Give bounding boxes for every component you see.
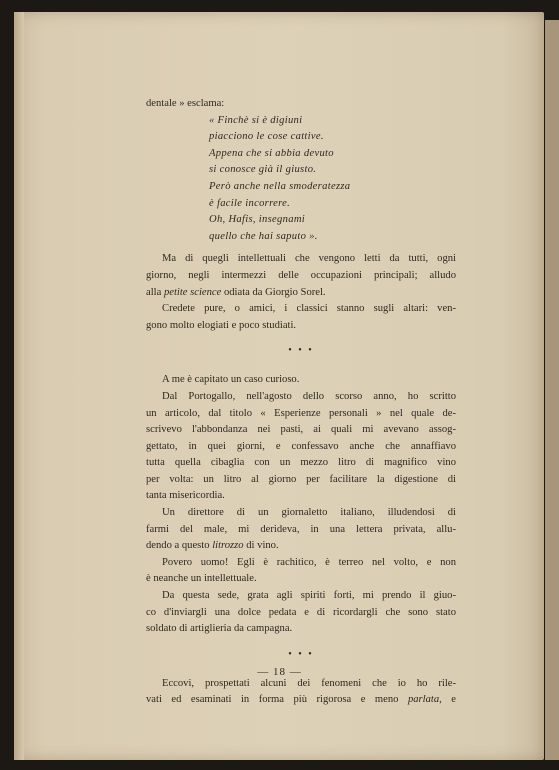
text-line: Dal Portogallo, nell'agosto dello scorso anno, ho scritto xyxy=(162,390,456,402)
poem-line: Però anche nella smoderatezza xyxy=(209,180,351,192)
text-line: Credete pure, o amici, i classici stanno sugli altari: ven- xyxy=(162,303,456,315)
text-line: Ma di quegli intellettuali che vengono letti da tutti, ogni xyxy=(162,253,456,265)
poem-line: Oh, Hafis, insegnami xyxy=(209,214,306,226)
text-line: tanta misericordia. xyxy=(146,490,225,502)
poem-line: quello che hai saputo ». xyxy=(209,230,318,242)
paragraph xyxy=(146,588,456,638)
page-body xyxy=(146,96,456,709)
page-edge xyxy=(545,20,559,760)
section-separator: • • • xyxy=(288,648,314,660)
text-line: gono molto elogiati e poco studiati. xyxy=(146,319,297,331)
text-line: Povero uomo! Egli è rachitico, è terreo nel volto, e non xyxy=(162,556,456,568)
text-line: farmi del male, mi derideva, in una lettera privata, allu- xyxy=(146,523,456,535)
paragraph xyxy=(146,372,456,389)
paragraph xyxy=(146,555,456,588)
paragraph xyxy=(146,676,456,709)
paragraph xyxy=(146,505,456,555)
paragraph xyxy=(146,301,456,334)
text-line: dendo a questo litrozzo di vino. xyxy=(146,540,279,552)
text-line: tutta quella cibaglia con un mezzo litro di magnifico vino xyxy=(146,457,456,469)
text-line: alla petite science odiata da Giorgio Sorel. xyxy=(146,286,326,298)
poem-line: si conosce già il giusto. xyxy=(209,164,317,176)
page-number: — 18 — xyxy=(257,666,302,678)
poem-line: Appena che si abbia devuto xyxy=(209,147,334,159)
text-line: giorno, negli intermezzi delle occupazioni principali; alludo xyxy=(146,269,456,281)
text-line: gettato, in quei giorni, e confessavo anche che annaffiavo xyxy=(146,440,456,452)
text-line: soldato di artiglieria da campagna. xyxy=(146,623,293,635)
text-line: per volta: un litro al giorno per facilitare la digestione di xyxy=(146,473,456,485)
text-line: co d'inviargli una dolce pedata e di ricordargli che sono stato xyxy=(146,606,456,618)
text-line: Da questa sede, grata agli spiriti forti, mi prendo il giuo- xyxy=(162,590,456,602)
text-line: scrivevo l'abbondanza nei pasti, ai quali mi avevano assog- xyxy=(146,424,456,436)
text-line: un articolo, dal titolo « Esperienze personali » nel quale de- xyxy=(146,407,456,419)
paragraph xyxy=(146,251,456,301)
poem-line: piacciono le cose cattive. xyxy=(209,131,324,143)
text-line: è neanche un intellettuale. xyxy=(146,573,257,585)
paragraph xyxy=(146,389,456,505)
poem-line: « Finchè si è digiuni xyxy=(209,114,303,126)
text-line: Un direttore di un giornaletto italiano, illudendosi di xyxy=(162,507,456,519)
text-line: A me è capitato un caso curioso. xyxy=(162,374,300,386)
section-separator: • • • xyxy=(288,345,314,357)
poem-block xyxy=(146,113,456,246)
text-line: Eccovi, prospettati alcuni dei fenomeni che io ho rile- xyxy=(162,677,456,689)
text-line: vati ed esaminati in forma più rigorosa e meno parlata, e xyxy=(146,694,457,706)
poem-line: è facile incorrere. xyxy=(209,197,291,209)
intro-line: dentale » esclama: xyxy=(146,98,225,109)
